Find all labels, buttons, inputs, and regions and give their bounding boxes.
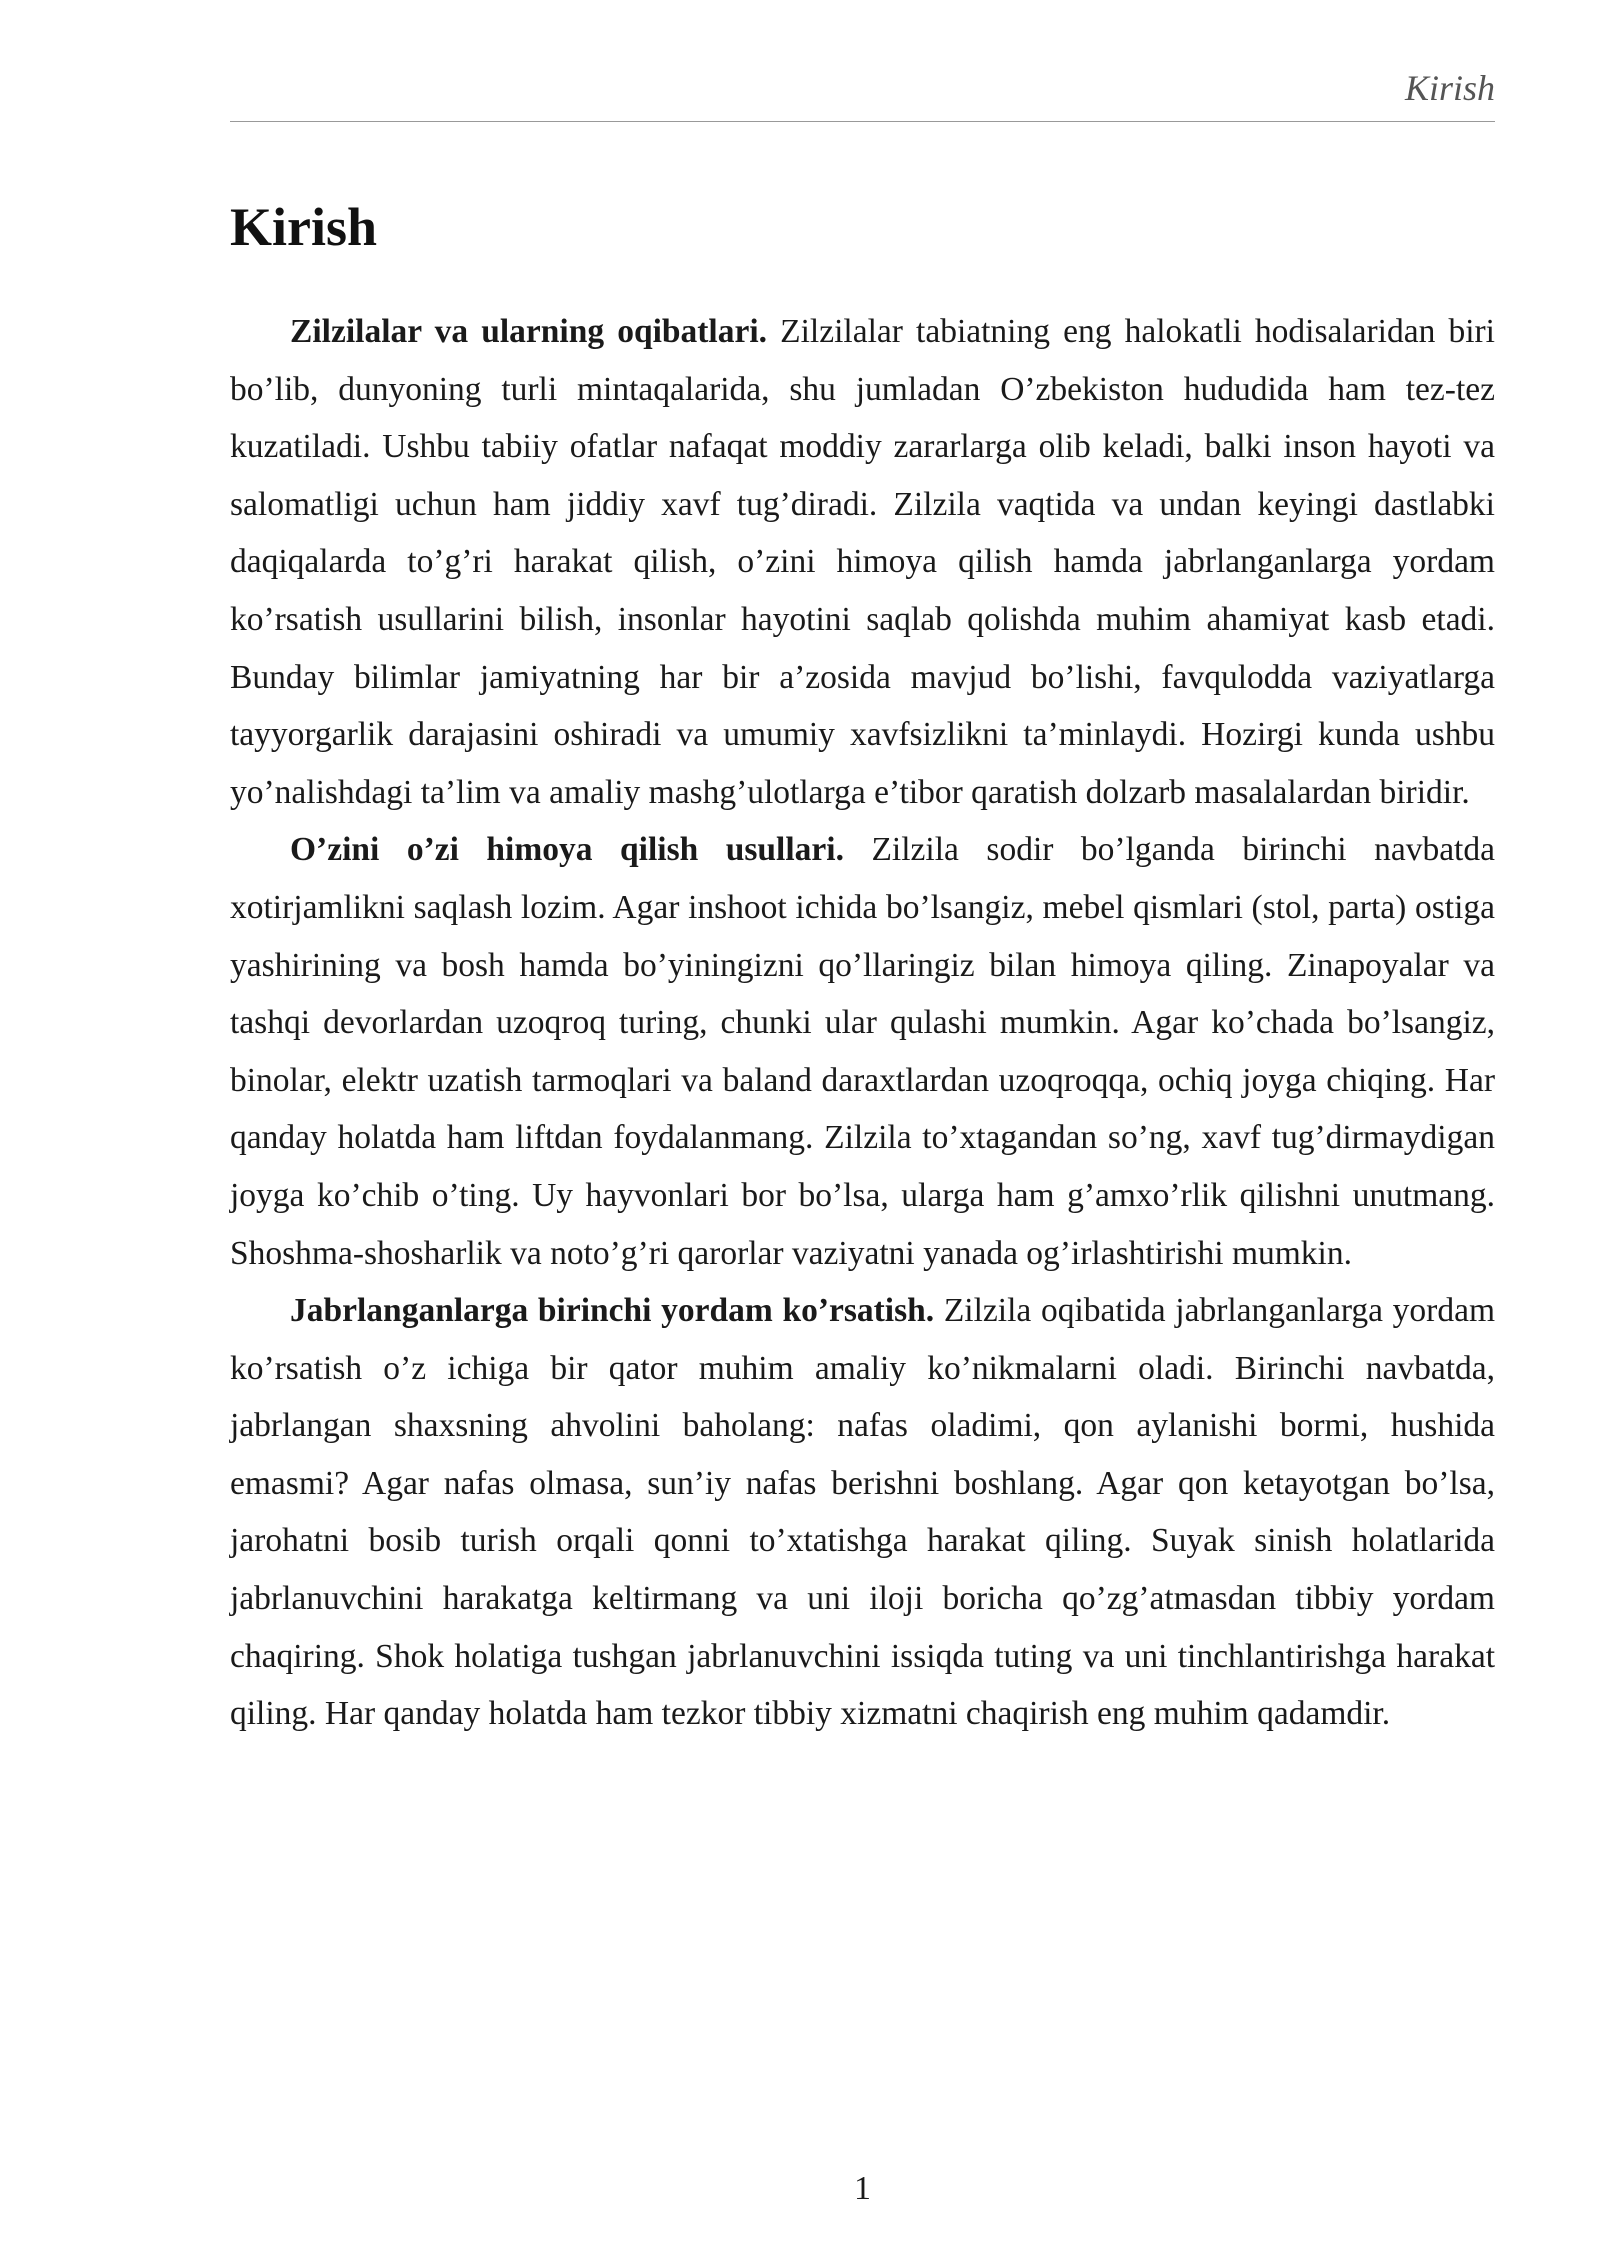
paragraph-lead: O’zini o’zi himoya qilish usullari.	[290, 831, 844, 869]
document-page	[230, 0, 1495, 2262]
paragraph-text: Zilzilalar tabiatning eng halokatli hodisalaridan biri bo’lib, dunyoning turli mintaqalarida, shu jumladan O’zbekiston hududida ham tez-tez kuzatiladi. Ushbu tabiiy ofatlar nafaqat moddiy zararlarga olib keladi, balki inson hayoti va salomatligi uchun ham jiddiy xavf tug’diradi. Zilzila vaqtida va undan keyingi dastlabki daqiqalarda to’g’ri harakat qilish, o’zini himoya qilish hamda jabrlanganlarga yordam ko’rsatish usullarini bilish, insonlar hayotini saqlab qolishda muhim ahamiyat kasb etadi. Bunday bilimlar jamiyatning har bir a’zosida mavjud bo’lishi, favqulodda vaziyatlarga tayyorgarlik darajasini oshiradi va umumiy xavfsizlikni ta’minlaydi. Hozirgi kunda ushbu yo’nalishdagi ta’lim va amaliy mashg’ulotlarga e’tibor qaratish dolzarb masalalardan biridir.	[230, 313, 1495, 811]
page-number: 1	[854, 2170, 871, 2207]
paragraph-earthquakes	[230, 303, 1495, 821]
paragraph-text: Zilzila sodir bo’lganda birinchi navbatda xotirjamlikni saqlash lozim. Agar inshoot ichida bo’lsangiz, mebel qismlari (stol, parta) ostiga yashirining va bosh hamda bo’yiningizni qo’llaringiz bilan himoya qiling. Zinapoyalar va tashqi devorlardan uzoqroq turing, chunki ular qulashi mumkin. Agar ko’chada bo’lsangiz, binolar, elektr uzatish tarmoqlari va baland daraxtlardan uzoqroqqa, ochiq joyga chiqing. Har qanday holatda ham liftdan foydalanmang. Zilzila to’xtagandan so’ng, xavf tug’dirmaydigan joyga ko’chib o’ting. Uy hayvonlari bor bo’lsa, ularga ham g’amxo’rlik qilishni unutmang. Shoshma-shosharlik va noto’g’ri qarorlar vaziyatni yanada og’irlashtirishi mumkin.	[230, 831, 1495, 1272]
body-text	[230, 303, 1495, 1743]
paragraph-lead: Zilzilalar va ularning oqibatlari.	[290, 313, 768, 350]
header-rule	[230, 121, 1495, 122]
paragraph-lead: Jabrlanganlarga birinchi yordam ko’rsatish.	[290, 1292, 935, 1330]
running-header: Kirish	[1404, 68, 1495, 108]
paragraph-self-protection	[230, 821, 1495, 1282]
chapter-title: Kirish	[230, 197, 378, 257]
paragraph-first-aid	[230, 1282, 1495, 1743]
paragraph-text: Zilzila oqibatida jabrlanganlarga yordam ko’rsatish o’z ichiga bir qator muhim amaliy ko’nikmalarni oladi. Birinchi navbatda, jabrlangan shaxsning ahvolini baholang: nafas oladimi, qon aylanishi bormi, hushida emasmi? Agar nafas olmasa, sun’iy nafas berishni boshlang. Agar qon ketayotgan bo’lsa, jarohatni bosib turish orqali qonni to’xtatishga harakat qiling. Suyak sinish holatlarida jabrlanuvchini harakatga keltirmang va uni iloji boricha qo’zg’atmasdan tibbiy yordam chaqiring. Shok holatiga tushgan jabrlanuvchini issiqda tuting va uni tinchlantirishga harakat qiling. Har qanday holatda ham tezkor tibbiy xizmatni chaqirish eng muhim qadamdir.	[230, 1292, 1495, 1733]
